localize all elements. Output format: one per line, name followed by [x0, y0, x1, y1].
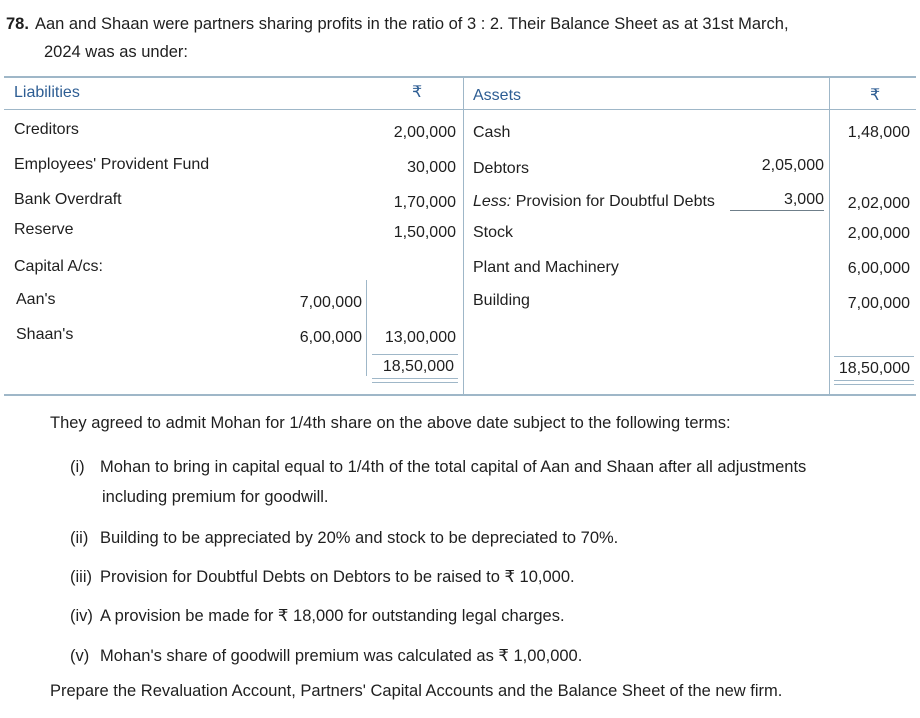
- asset-label-building: Building: [473, 292, 530, 309]
- term-number: (i): [70, 458, 85, 476]
- table-top-rule: [4, 76, 916, 78]
- liab-sub-shaan: 6,00,000: [299, 329, 362, 346]
- liab-amount-capital-total: 13,00,000: [384, 329, 456, 346]
- asset-label-plant: Plant and Machinery: [473, 259, 619, 276]
- asset-label-debtors: Debtors: [473, 160, 530, 177]
- liab-label-epf: Employees' Provident Fund: [14, 156, 210, 173]
- table-bottom-rule: [4, 394, 916, 396]
- header-rupee-assets: ₹: [870, 87, 881, 104]
- liab-amount-bank-overdraft: 1,70,000: [393, 194, 456, 211]
- liab-amount-epf: 30,000: [407, 159, 456, 176]
- liab-total-cell: [372, 354, 458, 377]
- term-item: [70, 562, 916, 592]
- term-number: (iii): [70, 568, 92, 586]
- term-text: Building to be appreciated by 20% and stock to be depreciated to 70%.: [100, 529, 619, 547]
- term-item: [70, 641, 916, 671]
- asset-total-cell: [834, 356, 914, 379]
- header-assets: Assets: [473, 87, 522, 104]
- asset-amount-stock: 2,00,000: [847, 225, 910, 242]
- term-item: [70, 601, 916, 631]
- term-item: [70, 452, 916, 512]
- liab-label-reserve: Reserve: [14, 221, 74, 238]
- question-line-1: Aan and Shaan were partners sharing profits in the ratio of 3 : 2. Their Balance Sheet as at 31st March,: [34, 15, 789, 33]
- liab-label-capital: Capital A/cs:: [14, 258, 103, 275]
- less-prefix: Less:: [473, 193, 512, 210]
- asset-amount-cash: 1,48,000: [847, 124, 910, 141]
- question-number: 78.: [6, 15, 29, 33]
- term-number: (iv): [70, 607, 93, 625]
- asset-total-amount: 18,50,000: [838, 360, 910, 377]
- term-text: A provision be made for ₹ 18,000 for outstanding legal charges.: [100, 607, 565, 625]
- term-number: (v): [70, 647, 90, 665]
- terms-intro: They agreed to admit Mohan for 1/4th share on the above date subject to the following terms:: [50, 414, 731, 432]
- asset-label-provision: [473, 192, 715, 212]
- asset-total-double-rule: [834, 380, 914, 385]
- provision-text: Provision for Doubtful Debts: [515, 193, 715, 210]
- liab-total-amount: 18,50,000: [382, 358, 454, 375]
- term-item: [70, 523, 916, 553]
- liab-label-creditors: Creditors: [14, 121, 79, 138]
- balance-sheet-table: [0, 76, 920, 398]
- header-liabilities: Liabilities: [14, 84, 80, 101]
- asset-sub-provision: 3,000: [730, 190, 824, 211]
- header-rupee-liabilities: ₹: [412, 84, 423, 101]
- asset-label-stock: Stock: [473, 224, 514, 241]
- asset-amount-plant: 6,00,000: [847, 260, 910, 277]
- final-instruction: Prepare the Revaluation Account, Partners' Capital Accounts and the Balance Sheet of the new firm.: [50, 682, 783, 700]
- asset-amount-column-line: [829, 76, 830, 394]
- liab-amount-creditors: 2,00,000: [393, 124, 456, 141]
- asset-amount-net-debtors: 2,02,000: [847, 195, 910, 212]
- question-heading: [6, 10, 912, 66]
- header-bottom-rule: [4, 109, 916, 110]
- liab-label-bank-overdraft: Bank Overdraft: [14, 191, 122, 208]
- term-text: Provision for Doubtful Debts on Debtors to be raised to ₹ 10,000.: [100, 568, 575, 586]
- term-continuation: including premium for goodwill.: [102, 488, 329, 506]
- liab-total-double-rule: [372, 378, 458, 383]
- question-line-2: 2024 was as under:: [44, 43, 189, 61]
- term-number: (ii): [70, 529, 89, 547]
- liab-sub-aan: 7,00,000: [299, 294, 362, 311]
- term-text: Mohan to bring in capital equal to 1/4th of the total capital of Aan and Shaan after all adjustments: [100, 458, 807, 476]
- asset-amount-building: 7,00,000: [847, 295, 910, 312]
- liab-label-aan: Aan's: [16, 291, 56, 308]
- liab-amount-column-line: [463, 76, 464, 394]
- term-text: Mohan's share of goodwill premium was calculated as ₹ 1,00,000.: [100, 647, 583, 665]
- liab-amount-reserve: 1,50,000: [393, 224, 456, 241]
- asset-label-cash: Cash: [473, 124, 511, 141]
- liab-label-shaan: Shaan's: [16, 326, 74, 343]
- asset-sub-debtors: 2,05,000: [761, 157, 824, 174]
